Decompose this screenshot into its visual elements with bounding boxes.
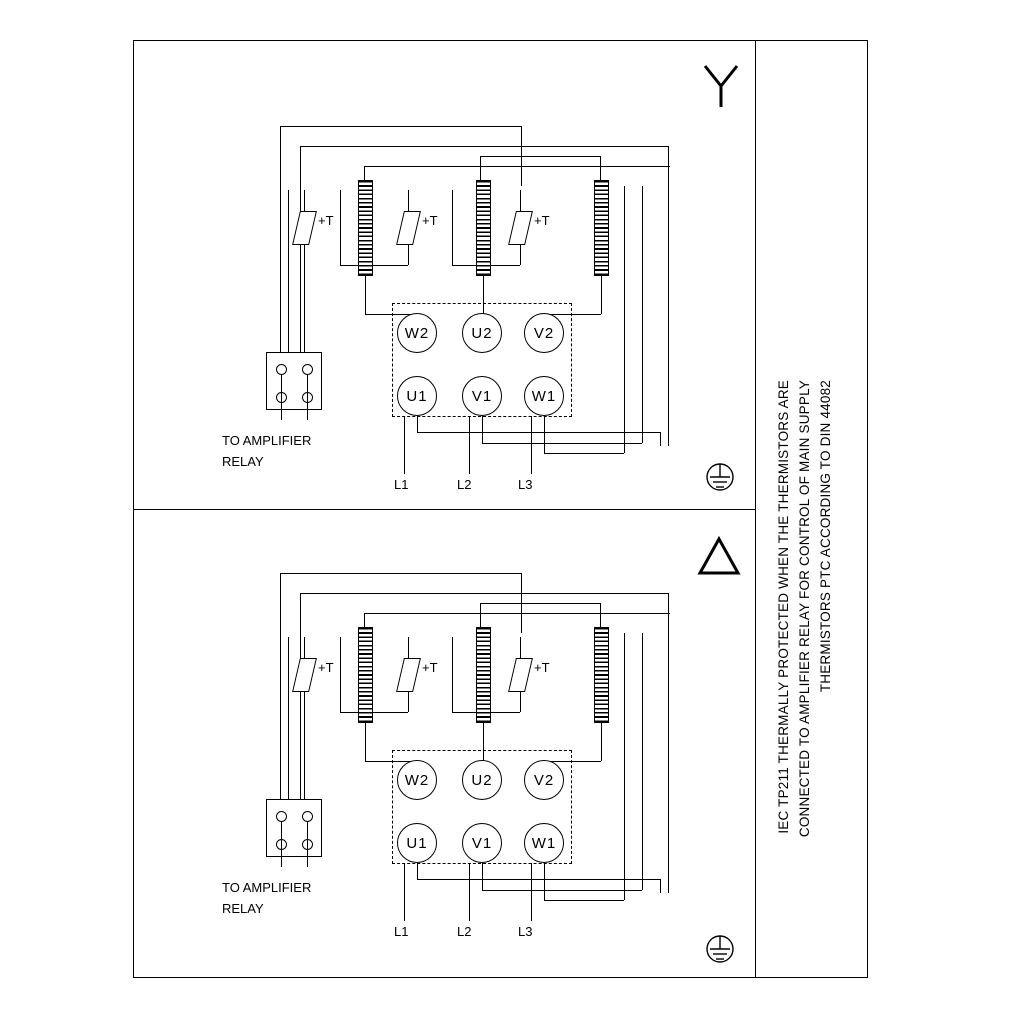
- terminal-dot: [276, 811, 287, 822]
- supply-label-l1: L1: [394, 477, 409, 492]
- terminal-w2: W2: [397, 313, 437, 353]
- terminal-v1: V1: [462, 823, 502, 863]
- terminal-u2: U2: [462, 760, 502, 800]
- supply-label-l3: L3: [518, 477, 533, 492]
- supply-label-l2: L2: [457, 924, 472, 939]
- terminal-u2: U2: [462, 313, 502, 353]
- amplifier-terminal-block: [266, 799, 322, 857]
- thermistor-label-1: +T: [318, 660, 334, 675]
- thermistor-label-2: +T: [422, 660, 438, 675]
- earth-ground-icon: [698, 932, 742, 966]
- amplifier-label-line1: TO AMPLIFIER: [222, 880, 312, 895]
- terminal-dot: [302, 811, 313, 822]
- thermistor-label-1: +T: [318, 213, 334, 228]
- terminal-v2: V2: [524, 313, 564, 353]
- terminal-w2: W2: [397, 760, 437, 800]
- motor-coil-2: [476, 627, 491, 723]
- terminal-w1: W1: [524, 376, 564, 416]
- terminal-v2: V2: [524, 760, 564, 800]
- supply-label-l2: L2: [457, 477, 472, 492]
- amplifier-label-line2: RELAY: [222, 454, 264, 469]
- note-line-1: IEC TP211 THERMALLY PROTECTED WHEN THE THERMISTORS ARE: [776, 380, 791, 834]
- terminal-w1: W1: [524, 823, 564, 863]
- thermistor-label-3: +T: [534, 213, 550, 228]
- thermistor-1: [292, 658, 317, 692]
- terminal-u1: U1: [397, 376, 437, 416]
- amplifier-label-line2: RELAY: [222, 901, 264, 916]
- supply-label-l3: L3: [518, 924, 533, 939]
- note-line-2: CONNECTED TO AMPLIFIER RELAY FOR CONTROL OF MAIN SUPPLY: [797, 380, 812, 838]
- thermistor-label-3: +T: [534, 660, 550, 675]
- delta-connection-icon: [696, 533, 742, 579]
- thermistor-2: [396, 658, 421, 692]
- terminal-u1: U1: [397, 823, 437, 863]
- thermistor-3: [508, 658, 533, 692]
- note-line-3: THERMISTORS PTC ACCORDING TO DIN 44082: [818, 380, 833, 693]
- thermistor-label-2: +T: [422, 213, 438, 228]
- supply-label-l1: L1: [394, 924, 409, 939]
- motor-coil-1: [358, 627, 373, 723]
- amplifier-label-line1: TO AMPLIFIER: [222, 433, 312, 448]
- motor-coil-3: [594, 627, 609, 723]
- terminal-v1: V1: [462, 376, 502, 416]
